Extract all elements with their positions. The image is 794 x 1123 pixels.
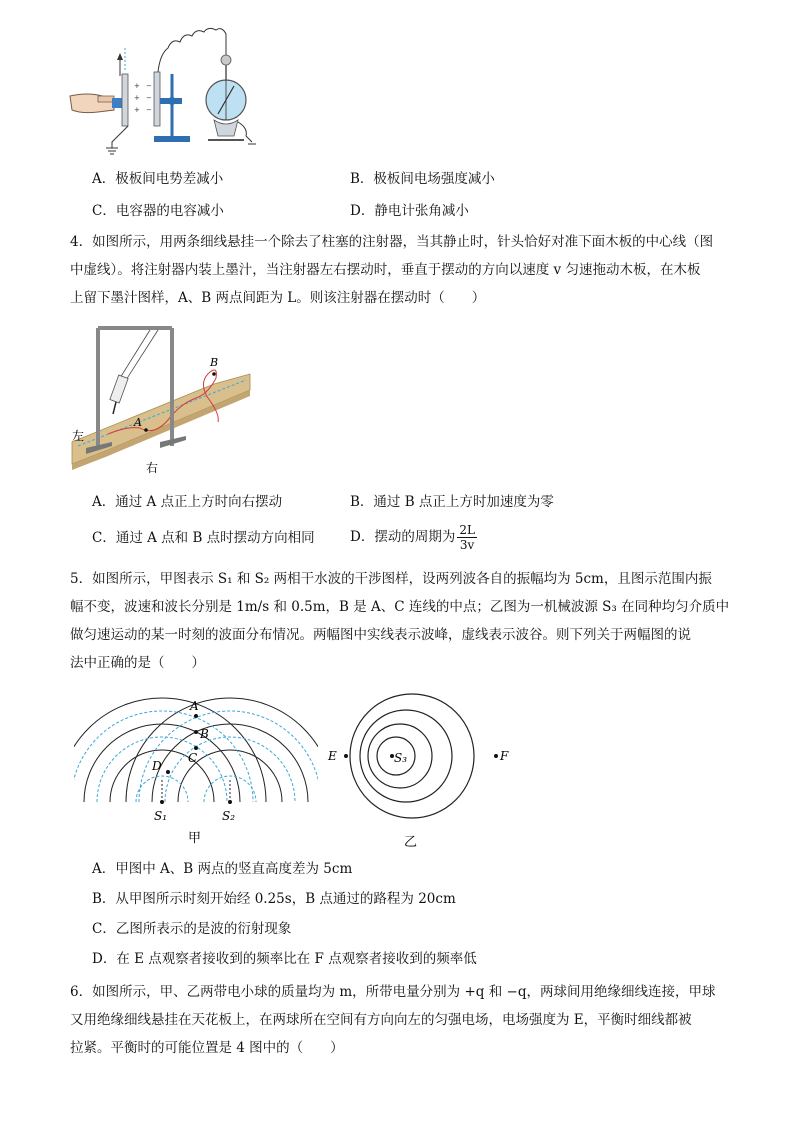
q4-label-right: 右 (146, 461, 159, 475)
q5-label-d: D (152, 759, 162, 773)
q4-stem-line-1: 4．如图所示，用两条细线悬挂一个除去了柱塞的注射器，当其静止时，针头恰好对准下面木板的中心线（图 (70, 234, 714, 250)
q5-label-s2: S₂ (222, 809, 236, 823)
capacitor-electrometer-figure (68, 18, 258, 158)
q5-caption-yi: 乙 (404, 835, 418, 850)
q5-option-b: B．从甲图所示时刻开始经 0.25s，B 点通过的路程为 20cm (92, 891, 456, 907)
syringe-pendulum-figure (68, 318, 258, 478)
svg-text:+: + (134, 82, 140, 90)
q4-label-left: 左 (72, 429, 85, 443)
q4-option-d-prefix: D．摆动的周期为 (350, 529, 456, 545)
q6-stem-line-2: 又用绝缘细线悬挂在天花板上，在两球所在空间有方向向左的匀强电场，电场强度为 E，平衡时细线都被 (70, 1012, 692, 1028)
svg-text:−: − (146, 106, 152, 114)
q4-option-c: C．通过 A 点和 B 点时摆动方向相同 (92, 530, 315, 546)
q4-stem-line-2: 中虚线）。将注射器内装上墨汁，当注射器左右摆动时，垂直于摆动的方向以速度 v 匀速拖动木板，在木板 (70, 262, 701, 278)
q4-point-b: B (210, 356, 219, 369)
q5-option-a: A．甲图中 A、B 两点的竖直高度差为 5cm (92, 861, 353, 877)
q3-option-c: C．电容器的电容减小 (92, 203, 224, 219)
q3-option-d: D．静电计张角减小 (350, 203, 469, 219)
q5-option-c: C．乙图所表示的是波的衍射现象 (92, 921, 292, 937)
interference-figure (74, 692, 318, 852)
q3-option-a: A．极板间电势差减小 (92, 171, 224, 187)
q5-label-a: A (190, 699, 199, 713)
q5-stem-line-4: 法中正确的是（ ） (70, 655, 205, 671)
svg-text:+: + (134, 94, 140, 102)
q3-option-b: B．极板间电场强度减小 (350, 171, 495, 187)
q5-label-s3: S₃ (394, 751, 408, 765)
q5-label-c: C (188, 751, 198, 765)
q4-option-b: B．通过 B 点正上方时加速度为零 (350, 494, 554, 510)
q6-stem-line-1: 6．如图所示，甲、乙两带电小球的质量均为 m，所带电量分别为 +q 和 −q，两球间用绝缘细线连接，甲球 (70, 984, 716, 1000)
q5-caption-jia: 甲 (188, 831, 202, 846)
svg-text:−: − (146, 82, 152, 90)
q5-stem-line-3: 做匀速运动的某一时刻的波面分布情况。两幅图中实线表示波峰，虚线表示波谷。则下列关于两幅图的说 (70, 627, 691, 643)
svg-text:−: − (146, 94, 152, 102)
q5-label-b: B (200, 727, 209, 741)
q4-option-d-fraction: $\frac{2L}{3v}$ (459, 523, 475, 552)
q5-option-d: D．在 E 点观察者接收到的频率比在 F 点观察者接收到的频率低 (92, 951, 477, 967)
q5-stem-line-2: 幅不变，波速和波长分别是 1m/s 和 0.5m，B 是 A、C 连线的中点；乙图为一机械波源 S₃ 在同种均匀介质中 (70, 599, 730, 615)
doppler-figure (326, 686, 526, 852)
q4-option-d (350, 520, 477, 554)
q5-stem-line-1: 5．如图所示，甲图表示 S₁ 和 S₂ 两相干水波的干涉图样，设两列波各自的振幅均为 5cm，且图示范围内振 (70, 571, 712, 587)
q5-label-f: F (500, 749, 509, 763)
q4-option-a: A．通过 A 点正上方时向右摆动 (92, 494, 283, 510)
q5-label-e: E (328, 749, 337, 763)
q4-point-a: A (134, 416, 142, 429)
q6-stem-line-3: 拉紧。平衡时的可能位置是 4 图中的（ ） (70, 1040, 344, 1056)
q4-stem-line-3: 上留下墨汁图样，A、B 两点间距为 L。则该注射器在摆动时（ ） (70, 290, 486, 306)
q5-label-s1: S₁ (154, 809, 168, 823)
svg-text:+: + (134, 106, 140, 114)
